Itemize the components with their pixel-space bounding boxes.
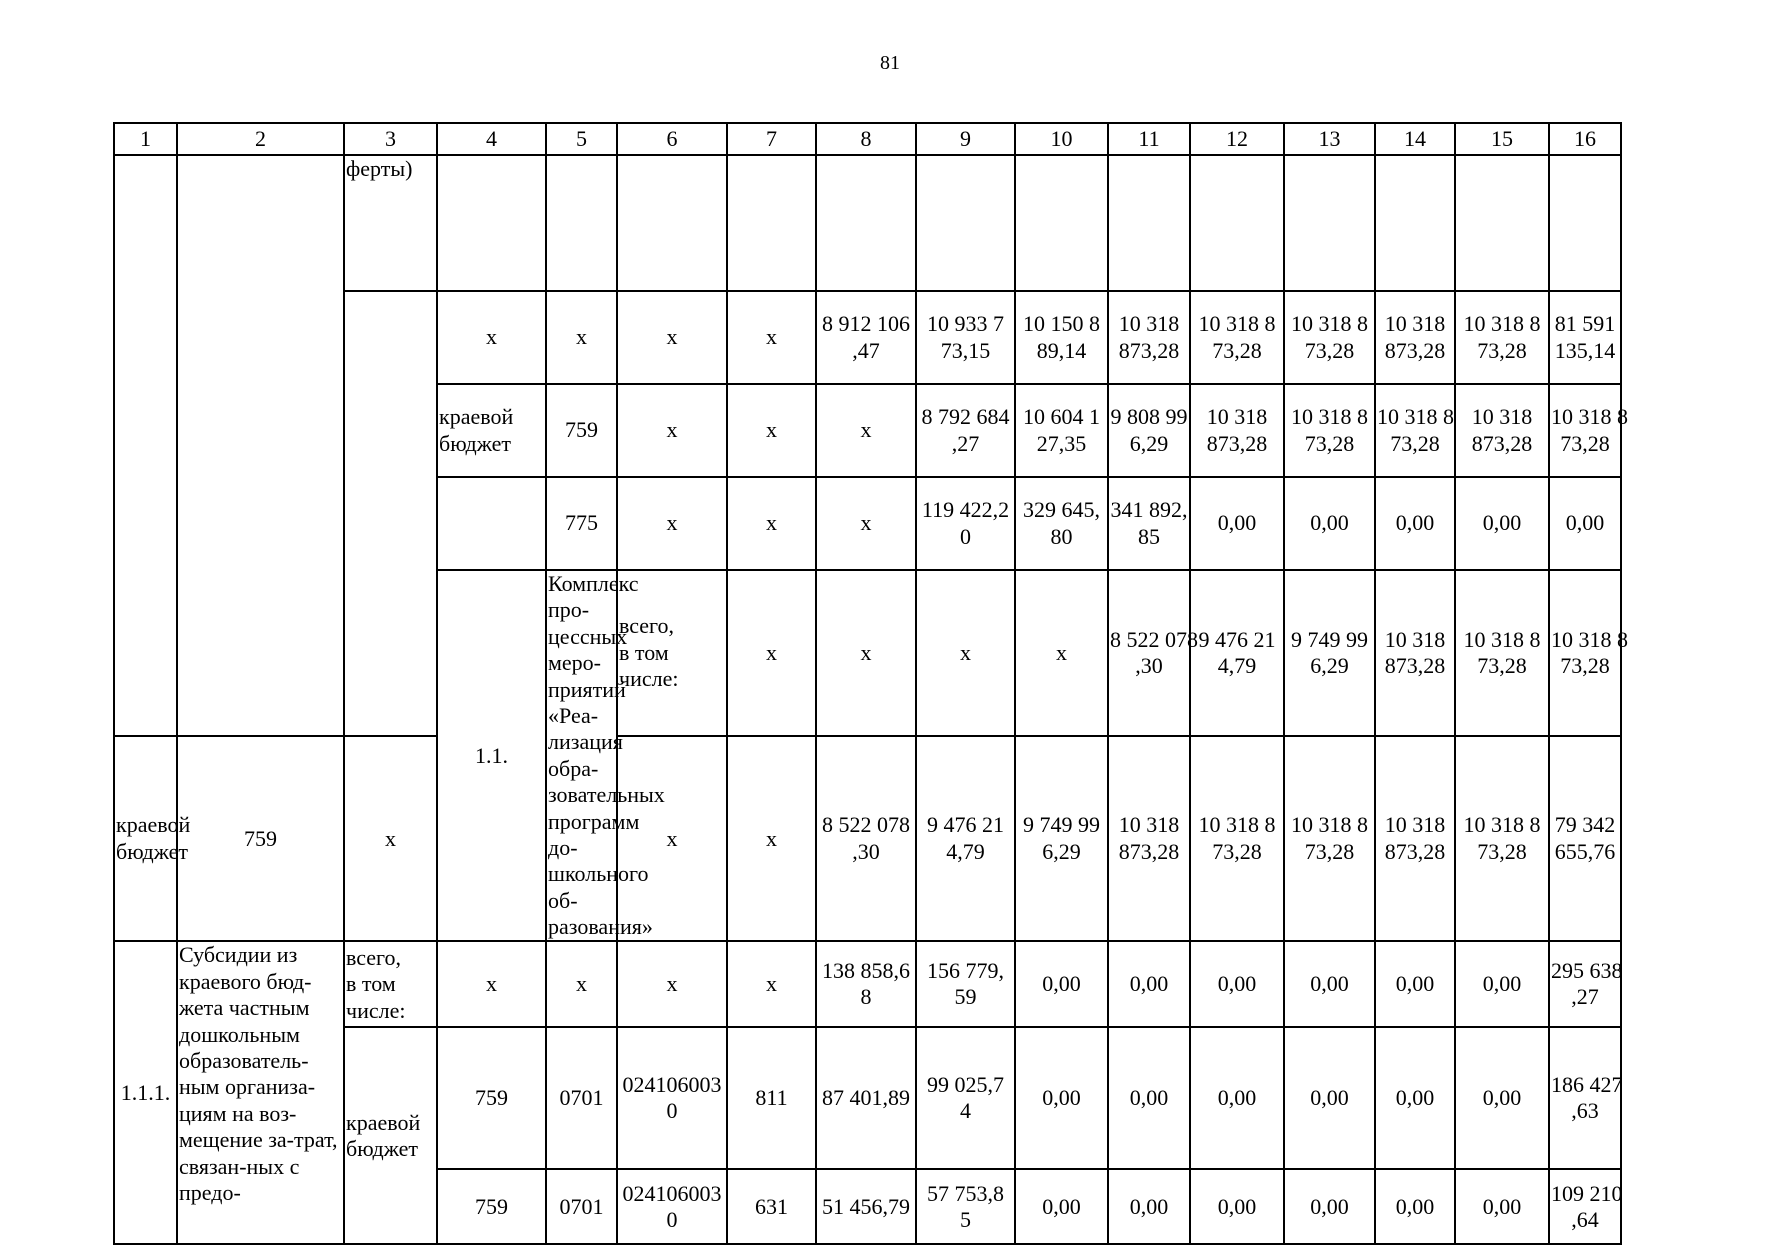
cont-total-col4: х — [437, 291, 546, 384]
cont-total-col15: 10 318 8 73,28 — [1455, 291, 1549, 384]
cont-759-col15: 10 318 8 73,28 — [1549, 384, 1621, 477]
cont-total-col11: 10 318 873,28 — [1108, 291, 1190, 384]
cont-759-col6: х — [727, 384, 816, 477]
cont-source-cell: ферты) — [344, 155, 437, 291]
s11-kraevoy-label: краевой бюджет — [114, 736, 177, 941]
s111-631-col9: 57 753,8 5 — [916, 1169, 1015, 1244]
s11-num: 1.1. — [437, 570, 546, 941]
s111-631-col11: 0,00 — [1108, 1169, 1190, 1244]
s11-total-col9: 9 476 21 4,79 — [1190, 570, 1284, 736]
s11-kraevoy-col5: х — [344, 736, 437, 941]
s111-811-col6: 024106003 0 — [617, 1027, 727, 1169]
cont-total-col16: 81 591 135,14 — [1549, 291, 1621, 384]
header-col-10: 10 — [1015, 123, 1108, 155]
s11-kraevoy-col8: 8 522 078 ,30 — [816, 736, 916, 941]
s111-811-col15: 0,00 — [1455, 1027, 1549, 1169]
s11-total-col11: 10 318 873,28 — [1375, 570, 1455, 736]
s111-total-col16: 295 638 ,27 — [1549, 941, 1621, 1027]
s111-631-col8: 51 456,79 — [816, 1169, 916, 1244]
cont-775-col10: 341 892, 85 — [1108, 477, 1190, 570]
s11-total-col10: 9 749 99 6,29 — [1284, 570, 1375, 736]
cont-kraevoy-label: краевой бюджет — [437, 384, 546, 477]
cont-total-col5: х — [546, 291, 617, 384]
cont-775-col4: 775 — [546, 477, 617, 570]
s111-631-col15: 0,00 — [1455, 1169, 1549, 1244]
s111-total-col13: 0,00 — [1284, 941, 1375, 1027]
s111-631-col7: 631 — [727, 1169, 816, 1244]
s111-811-col4: 759 — [437, 1027, 546, 1169]
s111-total-row — [114, 941, 1621, 1027]
s111-631-col5: 0701 — [546, 1169, 617, 1244]
cont-775-col7: х — [816, 477, 916, 570]
s11-total-label: всего, в том числе: — [617, 570, 727, 736]
cont-total-col9: 10 933 7 73,15 — [916, 291, 1015, 384]
s111-name: Субсидии из краевого бюд-жета частным дошкольным образователь-ным организа-циям на воз-мещение за-трат, связан-ных с предо- — [177, 941, 344, 1244]
budget-table — [113, 122, 1628, 1245]
s11-total-col4: х — [727, 570, 816, 736]
cont-759-col5: х — [617, 384, 727, 477]
s11-kraevoy-col14: 10 318 873,28 — [1375, 736, 1455, 941]
cont-759-col9: 10 604 1 27,35 — [1015, 384, 1108, 477]
header-col-1: 1 — [114, 123, 177, 155]
cont-name-cell — [177, 155, 344, 736]
s11-kraevoy-col7: х — [727, 736, 816, 941]
s11-total-col6: х — [916, 570, 1015, 736]
cont-total-col13: 10 318 8 73,28 — [1284, 291, 1375, 384]
s11-total-col7: х — [1015, 570, 1108, 736]
page-number: 81 — [880, 52, 900, 74]
cont-source-cont-cell — [344, 291, 437, 736]
s11-name: Комплекс про-цессных меро-приятий «Реа-лизация обра-зовательных программ до-школьного об-разования» — [546, 570, 617, 941]
s11-kraevoy-col11: 10 318 873,28 — [1108, 736, 1190, 941]
cont-759-col7: х — [816, 384, 916, 477]
cont-759-col13: 10 318 8 73,28 — [1375, 384, 1455, 477]
header-col-4: 4 — [437, 123, 546, 155]
s11-kraevoy-col16: 79 342 655,76 — [1549, 736, 1621, 941]
s111-total-label: всего, в том числе: — [344, 941, 437, 1027]
s111-631-col16: 109 210 ,64 — [1549, 1169, 1621, 1244]
s111-total-col15: 0,00 — [1455, 941, 1549, 1027]
s111-631-col10: 0,00 — [1015, 1169, 1108, 1244]
s11-kraevoy-col13: 10 318 8 73,28 — [1284, 736, 1375, 941]
header-col-16: 16 — [1549, 123, 1621, 155]
cont-source-row — [114, 155, 1621, 291]
s111-811-col7: 811 — [727, 1027, 816, 1169]
s111-811-col9: 99 025,7 4 — [916, 1027, 1015, 1169]
cont-775-col11: 0,00 — [1190, 477, 1284, 570]
cont-total-col14: 10 318 873,28 — [1375, 291, 1455, 384]
header-col-6: 6 — [617, 123, 727, 155]
s11-kraevoy-col6: х — [617, 736, 727, 941]
cont-759-col10: 9 808 99 6,29 — [1108, 384, 1190, 477]
s111-total-col6: х — [617, 941, 727, 1027]
s11-kraevoy-col10: 9 749 99 6,29 — [1015, 736, 1108, 941]
s11-kraevoy-col4: 759 — [177, 736, 344, 941]
cont-775-label-cell — [437, 477, 546, 570]
header-col-14: 14 — [1375, 123, 1455, 155]
s111-total-col10: 0,00 — [1015, 941, 1108, 1027]
s111-811-col11: 0,00 — [1108, 1027, 1190, 1169]
header-col-2: 2 — [177, 123, 344, 155]
s111-total-col7: х — [727, 941, 816, 1027]
s11-total-col13: 10 318 8 73,28 — [1549, 570, 1621, 736]
s111-811-col8: 87 401,89 — [816, 1027, 916, 1169]
cont-total-col7: х — [727, 291, 816, 384]
s11-total-col5: х — [816, 570, 916, 736]
cont-total-col8: 8 912 106 ,47 — [816, 291, 916, 384]
header-col-11: 11 — [1108, 123, 1190, 155]
header-col-5: 5 — [546, 123, 617, 155]
s111-total-col5: х — [546, 941, 617, 1027]
s111-total-col8: 138 858,6 8 — [816, 941, 916, 1027]
s111-total-col14: 0,00 — [1375, 941, 1455, 1027]
cont-775-col8: 119 422,2 0 — [916, 477, 1015, 570]
cont-775-col9: 329 645, 80 — [1015, 477, 1108, 570]
s111-631-col14: 0,00 — [1375, 1169, 1455, 1244]
header-col-13: 13 — [1284, 123, 1375, 155]
header-col-15: 15 — [1455, 123, 1549, 155]
s11-kraevoy-row — [114, 736, 1621, 941]
s111-631-col4: 759 — [437, 1169, 546, 1244]
s111-total-col11: 0,00 — [1108, 941, 1190, 1027]
s111-total-col4: х — [437, 941, 546, 1027]
cont-total-col6: х — [617, 291, 727, 384]
s11-kraevoy-col15: 10 318 8 73,28 — [1455, 736, 1549, 941]
s111-total-col12: 0,00 — [1190, 941, 1284, 1027]
header-col-8: 8 — [816, 123, 916, 155]
cont-775-col13: 0,00 — [1375, 477, 1455, 570]
s111-811-col5: 0701 — [546, 1027, 617, 1169]
s111-811-col12: 0,00 — [1190, 1027, 1284, 1169]
header-col-12: 12 — [1190, 123, 1284, 155]
header-row — [114, 123, 1621, 155]
header-col-3: 3 — [344, 123, 437, 155]
cont-total-col10: 10 150 8 89,14 — [1015, 291, 1108, 384]
s111-631-col13: 0,00 — [1284, 1169, 1375, 1244]
s111-num: 1.1.1. — [114, 941, 177, 1244]
cont-775-col14: 0,00 — [1455, 477, 1549, 570]
s111-811-col16: 186 427 ,63 — [1549, 1027, 1621, 1169]
cont-759-col14: 10 318 873,28 — [1455, 384, 1549, 477]
s11-kraevoy-col12: 10 318 8 73,28 — [1190, 736, 1284, 941]
s111-811-col14: 0,00 — [1375, 1027, 1455, 1169]
cont-759-col11: 10 318 873,28 — [1190, 384, 1284, 477]
cont-775-col12: 0,00 — [1284, 477, 1375, 570]
header-col-7: 7 — [727, 123, 816, 155]
cont-759-col12: 10 318 8 73,28 — [1284, 384, 1375, 477]
header-col-9: 9 — [916, 123, 1015, 155]
s11-total-col12: 10 318 8 73,28 — [1455, 570, 1549, 736]
cont-759-col8: 8 792 684 ,27 — [916, 384, 1015, 477]
cont-759-col4: 759 — [546, 384, 617, 477]
s111-kraevoy-label: краевой бюджет — [344, 1027, 437, 1244]
cont-775-col15: 0,00 — [1549, 477, 1621, 570]
cont-775-col5: х — [617, 477, 727, 570]
cont-775-col6: х — [727, 477, 816, 570]
cont-total-col12: 10 318 8 73,28 — [1190, 291, 1284, 384]
s111-total-col9: 156 779, 59 — [916, 941, 1015, 1027]
s111-631-col12: 0,00 — [1190, 1169, 1284, 1244]
s111-631-col6: 024106003 0 — [617, 1169, 727, 1244]
s111-811-col13: 0,00 — [1284, 1027, 1375, 1169]
cont-num-cell — [114, 155, 177, 736]
s11-kraevoy-col9: 9 476 21 4,79 — [916, 736, 1015, 941]
s11-total-col8: 8 522 078 ,30 — [1108, 570, 1190, 736]
s111-811-col10: 0,00 — [1015, 1027, 1108, 1169]
